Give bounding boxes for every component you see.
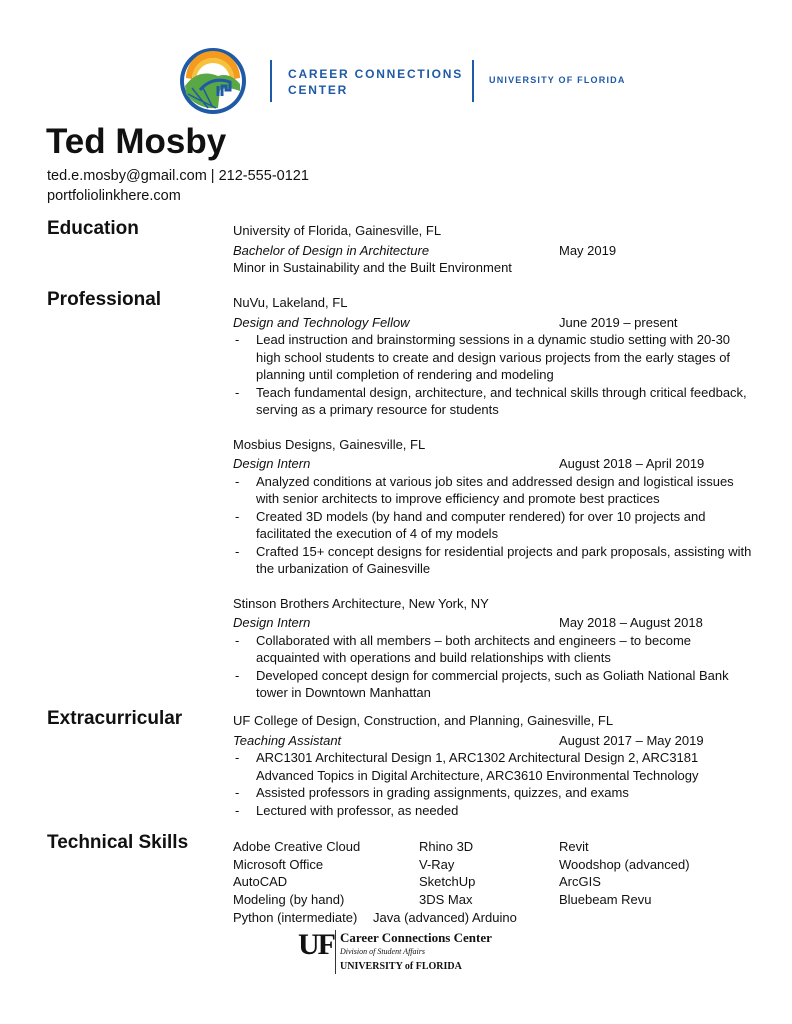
bullet: - Crafted 15+ concept designs for residential projects and park proposals, assisting with the urbanization of Gainesville: [233, 543, 753, 578]
skill-item: SketchUp: [419, 874, 476, 890]
bullet: - Developed concept design for commercial projects, such as Goliath National Bank tower in Downtown Manhattan: [233, 667, 753, 702]
skill-item: Adobe Creative Cloud: [233, 839, 361, 854]
resume-page: CAREER CONNECTIONS CENTER UNIVERSITY OF FLORIDA Ted Mosby ted.e.mosby@gmail.com | 212-555-0121 portfoliolinkhere.com Education University of Florida, Gainesville, FL Bachelor of Design in Architecture May 2019 Minor in Sustainability and the Built Environment Professional NuVu, Lakeland, FL Design and Technology Fellow June 2019 – present - Lead instruction and brainstorming sessions in a dynamic studio setting with 20-30 high school students to create and design various projects from the early stages of planning until completion of rendering and modeling - Teach fundamental design, architecture, and technical skills through critical feedback, serving as a primary resource for students Mosbius Designs, Gainesville, FL Design Intern August 2018 – April 2019 - Analyzed conditions at various job sites and addressed design and logistical issues with senior architects to improve efficiency and promote best practices - Created 3D models (by hand and computer rendered) for over 10 projects and facilitated the execution of 4 of my models - Crafted 15+ concept designs for residential projects and park proposals, assisting with the urbanization of Gainesville Stinson Brothers Architecture, New York, NY Design Intern May 2018 – August 2018 - Collaborated with all members – both architects and engineers – to become acquainted with operations and build relationships with clients - Developed concept design for commercial projects, such as Goliath National Bank tower in Downtown Manhattan Extracurricular UF College of Design, Construction, and Planning, Gainesville, FL Teaching Assistant August 2017 – May 2019 - ARC1301 Architectural Design 1, ARC1302 Architectural Design 2, ARC3181 Advanced Topics in Digital Architecture, ARC3610 Environmental Technology - Assisted professors in grading assignments, quizzes, and exams - Lectured with professor, as needed Technical Skills Adobe Creative Cloud Microsoft Office AutoCAD Modeling (by hand) Python (intermediate) Rhino 3D V-Ray SketchUp 3DS Max Java (advanced) Arduino Revit Woodshop (advanced) ArcGIS Bluebeam Revu UF Career Connections Center Division of Student Affairs UNIVERSITY of FLORIDA: [0, 0, 792, 1024]
skill-item: V-Ray: [419, 856, 455, 872]
section-heading-technical-skills: Technical Skills: [47, 832, 189, 853]
bullet: - Created 3D models (by hand and computer rendered) for over 10 projects and facilitated the execution of 4 of my models: [233, 508, 753, 543]
candidate-name: Ted Mosby: [46, 122, 227, 161]
skill-item: Python (intermediate): [233, 909, 358, 925]
divider: [472, 60, 474, 102]
career-center-logo-icon: [178, 46, 248, 116]
skill-item: 3DS Max: [419, 892, 473, 908]
uf-logo-icon: UF: [298, 928, 334, 961]
career-connections-wordmark: CAREER CONNECTIONS CENTER: [288, 67, 464, 97]
divider: [270, 60, 272, 102]
skill-item: Revit: [559, 839, 589, 854]
section-heading-professional: Professional: [47, 289, 162, 310]
section-heading-extracurricular: Extracurricular: [47, 708, 183, 729]
skill-item: Modeling (by hand): [233, 892, 345, 908]
section-heading-education: Education: [47, 218, 139, 239]
contact-info: ted.e.mosby@gmail.com | 212-555-0121 portfoliolinkhere.com: [47, 168, 309, 204]
bullet: - Lead instruction and brainstorming sessions in a dynamic studio setting with 20-30 high school students to create and design various projects from the early stages of planning until completion of rendering and modeling: [233, 331, 753, 384]
skill-item: Microsoft Office: [233, 856, 324, 872]
skill-item: Rhino 3D: [419, 839, 474, 854]
skill-item: ArcGIS: [559, 874, 601, 890]
job-entry: Mosbius Designs, Gainesville, FL Design Intern August 2018 – April 2019 - Analyzed conditions at various job sites and addressed design and logistical issues with senior architects to improve efficiency and promote best practices - Created 3D models (by hand and computer rendered) for over 10 projects and facilitated the execution of 4 of my models - Crafted 15+ concept designs for residential projects and park proposals, assisting with the urbanization of Gainesville: [233, 436, 753, 578]
extracurricular-entry: UF College of Design, Construction, and Planning, Gainesville, FL Teaching Assistant August 2017 – May 2019 - ARC1301 Architectural Design 1, ARC1302 Architectural Design 2, ARC3181 Advanced Topics in Digital Architecture, ARC3610 Environmental Technology - Assisted professors in grading assignments, quizzes, and exams - Lectured with professor, as needed: [233, 712, 753, 819]
skill-item: Bluebeam Revu: [559, 892, 652, 908]
skill-item: Woodshop (advanced): [559, 856, 690, 872]
professional-entries: [233, 294, 753, 702]
skill-item: Java (advanced) Arduino: [373, 909, 517, 925]
university-wordmark: UNIVERSITY OF FLORIDA: [489, 75, 626, 85]
job-entry: Stinson Brothers Architecture, New York, NY Design Intern May 2018 – August 2018 - Collaborated with all members – both architects and engineers – to become acquainted with operations and build relationships with clients - Developed concept design for commercial projects, such as Goliath National Bank tower in Downtown Manhattan: [233, 595, 753, 702]
bullet: - Teach fundamental design, architecture, and technical skills through critical feedback, serving as a primary resource for students: [233, 384, 753, 419]
bullet: - Analyzed conditions at various job sites and addressed design and logistical issues with senior architects to improve efficiency and promote best practices: [233, 473, 753, 508]
job-entry: NuVu, Lakeland, FL Design and Technology Fellow June 2019 – present - Lead instruction and brainstorming sessions in a dynamic studio setting with 20-30 high school students to create and design various projects from the early stages of planning until completion of rendering and modeling - Teach fundamental design, architecture, and technical skills through critical feedback, serving as a primary resource for students: [233, 294, 753, 419]
education-entry: University of Florida, Gainesville, FL Bachelor of Design in Architecture May 2019 Minor in Sustainability and the Built Environment: [233, 223, 617, 275]
bullet: - Collaborated with all members – both architects and engineers – to become acquainted with operations and build relationships with clients: [233, 632, 753, 667]
skill-item: AutoCAD: [233, 874, 288, 890]
